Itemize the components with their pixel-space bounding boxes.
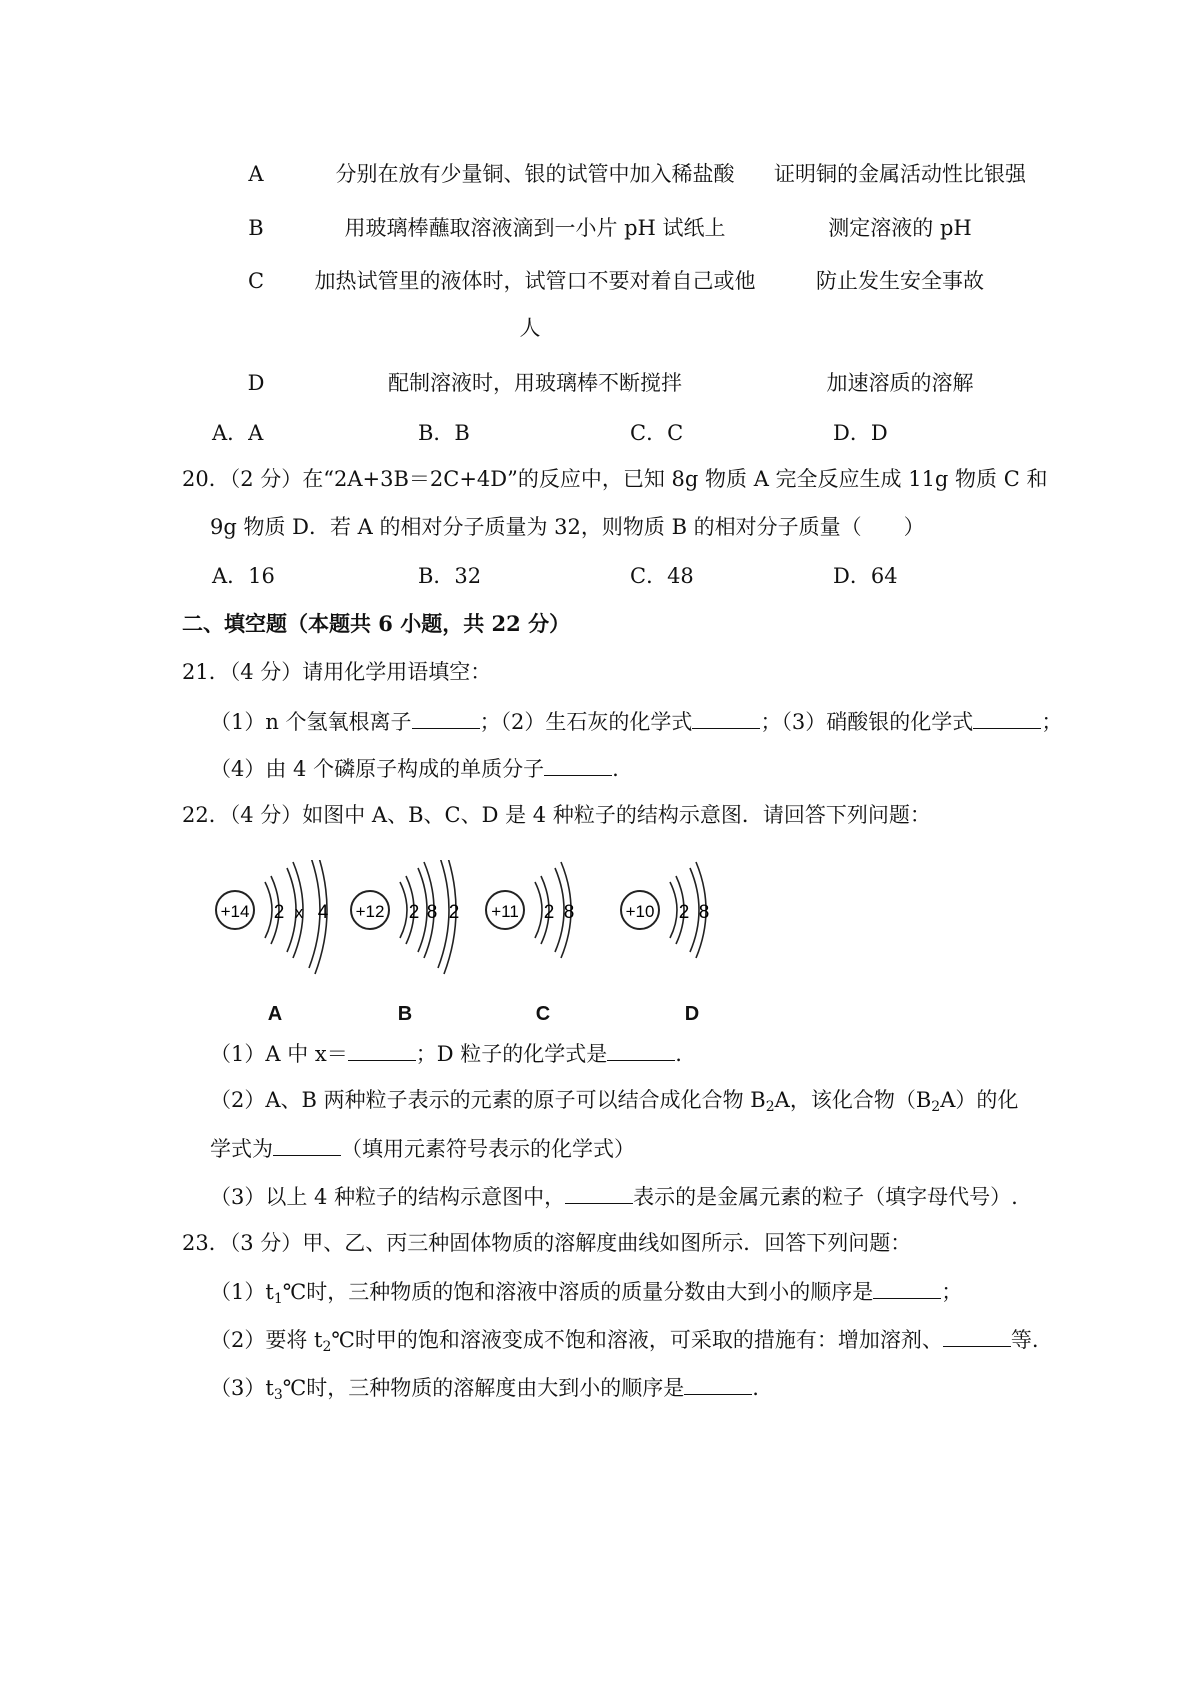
electron-shell-arc	[535, 882, 542, 938]
row-a-purpose: 证明铜的金属活动性比银强	[774, 162, 1026, 186]
q22-sub2-line1	[210, 1090, 1018, 1114]
row-a-operation: 分别在放有少量铜、银的试管中加入稀盐酸	[335, 162, 735, 186]
q20-line1: 20．（2 分）在“2A+3B＝2C+4D”的反应中，已知 8g 物质 A 完全反应生成 11g 物质 C 和	[182, 467, 1048, 491]
subscript: 2	[322, 1339, 332, 1355]
q23-sub2-text: （2）要将 t	[210, 1328, 323, 1352]
shell-electron-count: 4	[317, 902, 329, 923]
q23-sub3-text: （3）t	[210, 1376, 274, 1400]
q22-sub3-text: （3）以上 4 种粒子的结构示意图中，	[210, 1185, 566, 1209]
shell-electron-count: 2	[448, 902, 460, 923]
q22-sub3-text2: 表示的是金属元素的粒子（填字母代号）.	[633, 1185, 1018, 1209]
q22-stem: 22．（4 分）如图中 A、B、C、D 是 4 种粒子的结构示意图．请回答下列问题：	[182, 803, 931, 827]
row-b-purpose: 测定溶液的 pH	[828, 216, 972, 240]
q19-option-a: A．A	[212, 421, 264, 445]
q22-sub1-end: .	[675, 1042, 682, 1066]
answer-blank[interactable]	[873, 1280, 941, 1299]
q19-option-d: D．D	[833, 421, 888, 445]
atom-b	[351, 860, 459, 974]
answer-blank[interactable]	[973, 710, 1041, 729]
section-title: 二、填空题（本题共 6 小题，共 22 分）	[182, 611, 571, 636]
q20-option-d: D．64	[833, 564, 898, 588]
q21-line1	[210, 710, 1062, 733]
row-c-operation-line1: 加热试管里的液体时，试管口不要对着自己或他	[314, 269, 756, 293]
q21-part2: ；（2）生石灰的化学式	[479, 710, 693, 734]
q23-sub2-text2: ℃时甲的饱和溶液变成不饱和溶液，可采取的措施有：增加溶剂、	[331, 1328, 943, 1352]
row-c-operation-line2: 人	[519, 316, 541, 340]
atom-label-b: B	[397, 1003, 413, 1025]
shell-electron-count: 8	[698, 902, 710, 923]
q23-sub2	[210, 1328, 1039, 1354]
q20-option-a: A．16	[212, 564, 275, 588]
atom-a	[216, 860, 329, 974]
q22-sub2-text2: A，该化合物（B	[774, 1088, 932, 1112]
q22-sub1	[210, 1042, 682, 1065]
answer-blank[interactable]	[544, 757, 612, 776]
shell-electron-count: 2	[273, 902, 285, 923]
q23-sub3	[210, 1376, 759, 1402]
shell-electron-count: 8	[426, 902, 438, 923]
q22-sub1-text2: ；D 粒子的化学式是	[415, 1042, 608, 1066]
q23-sub1	[210, 1280, 962, 1306]
q19-option-b: B．B	[418, 421, 470, 445]
q23-sub1-text2: ℃时，三种物质的饱和溶液中溶质的质量分数由大到小的顺序是	[282, 1280, 874, 1304]
nucleus-charge: +10	[625, 902, 655, 921]
answer-blank[interactable]	[692, 710, 760, 729]
shell-electron-count: 2	[678, 902, 690, 923]
q21-part3: ；（3）硝酸银的化学式	[760, 710, 974, 734]
row-d-letter: D	[247, 371, 265, 395]
electron-shell-arc	[438, 860, 449, 968]
q23-stem: 23．（3 分）甲、乙、丙三种固体物质的溶解度曲线如图所示．回答下列问题：	[182, 1231, 912, 1255]
q21-part1: （1）n 个氢氧根离子	[210, 710, 412, 734]
q21-line2	[210, 757, 619, 780]
q21-part3-end: ；	[1041, 710, 1063, 734]
subscript: 3	[273, 1387, 283, 1403]
q20-option-b: B．32	[418, 564, 482, 588]
q22-sub2-text5: （填用元素符号表示的化学式）	[341, 1137, 635, 1161]
row-c-letter: C	[247, 269, 265, 293]
shell-electron-count: 2	[543, 902, 555, 923]
q21-part4-end: .	[612, 757, 619, 781]
q23-sub3-end: .	[752, 1376, 759, 1400]
q21-stem: 21．（4 分）请用化学用语填空：	[182, 660, 492, 684]
row-a-letter: A	[248, 162, 264, 186]
atom-label-d: D	[684, 1003, 700, 1025]
q23-sub1-end: ；	[941, 1280, 963, 1304]
answer-blank[interactable]	[412, 710, 480, 729]
shell-electron-count: 8	[563, 902, 575, 923]
q21-part4: （4）由 4 个磷原子构成的单质分子	[210, 757, 545, 781]
subscript: 2	[931, 1099, 941, 1115]
q23-sub2-end: 等.	[1010, 1328, 1039, 1352]
q22-sub2-text3: A）的化	[940, 1088, 1019, 1112]
answer-blank[interactable]	[348, 1042, 416, 1061]
q20-option-c: C．48	[630, 564, 694, 588]
shell-electron-count: 2	[408, 902, 420, 923]
electron-shell-arc	[400, 882, 407, 938]
nucleus-charge: +14	[220, 902, 250, 921]
q23-sub3-text2: ℃时，三种物质的溶解度由大到小的顺序是	[282, 1376, 685, 1400]
q22-sub2-text: （2）A、B 两种粒子表示的元素的原子可以结合成化合物 B	[210, 1088, 766, 1112]
nucleus-charge: +11	[491, 902, 519, 921]
row-d-operation: 配制溶液时，用玻璃棒不断搅拌	[388, 371, 682, 395]
q19-option-c: C．C	[630, 421, 684, 445]
nucleus-charge: +12	[355, 902, 385, 921]
answer-blank[interactable]	[273, 1137, 341, 1156]
row-b-operation: 用玻璃棒蘸取溶液滴到一小片 pH 试纸上	[344, 216, 726, 240]
answer-blank[interactable]	[565, 1185, 633, 1204]
answer-blank[interactable]	[684, 1376, 752, 1395]
atom-label-c: C	[535, 1003, 551, 1025]
atom-c	[486, 862, 574, 958]
q22-sub1-text: （1）A 中 x＝	[210, 1042, 348, 1066]
subscript: 1	[273, 1291, 283, 1307]
electron-shell-arc	[690, 868, 699, 952]
electron-shell-arc	[670, 882, 677, 938]
electron-shell-arc	[265, 882, 272, 938]
q22-sub2-text4: 学式为	[210, 1137, 273, 1161]
atom-label-a: A	[267, 1003, 283, 1025]
atom-structure-diagram	[205, 860, 745, 992]
q23-sub1-text: （1）t	[210, 1280, 274, 1304]
electron-shell-arc	[418, 868, 427, 952]
q20-line2: 9g 物质 D．若 A 的相对分子质量为 32，则物质 B 的相对分子质量（ ）	[210, 515, 925, 539]
row-b-letter: B	[248, 216, 264, 240]
electron-shell-arc	[555, 868, 564, 952]
row-c-purpose: 防止发生安全事故	[816, 269, 984, 293]
answer-blank[interactable]	[607, 1042, 675, 1061]
answer-blank[interactable]	[943, 1328, 1011, 1347]
q22-sub2-line2	[210, 1137, 635, 1160]
row-d-purpose: 加速溶质的溶解	[826, 371, 974, 395]
subscript: 2	[765, 1099, 775, 1115]
q22-sub3	[210, 1185, 1018, 1208]
shell-electron-count: x	[294, 903, 304, 922]
atom-d	[621, 862, 709, 958]
